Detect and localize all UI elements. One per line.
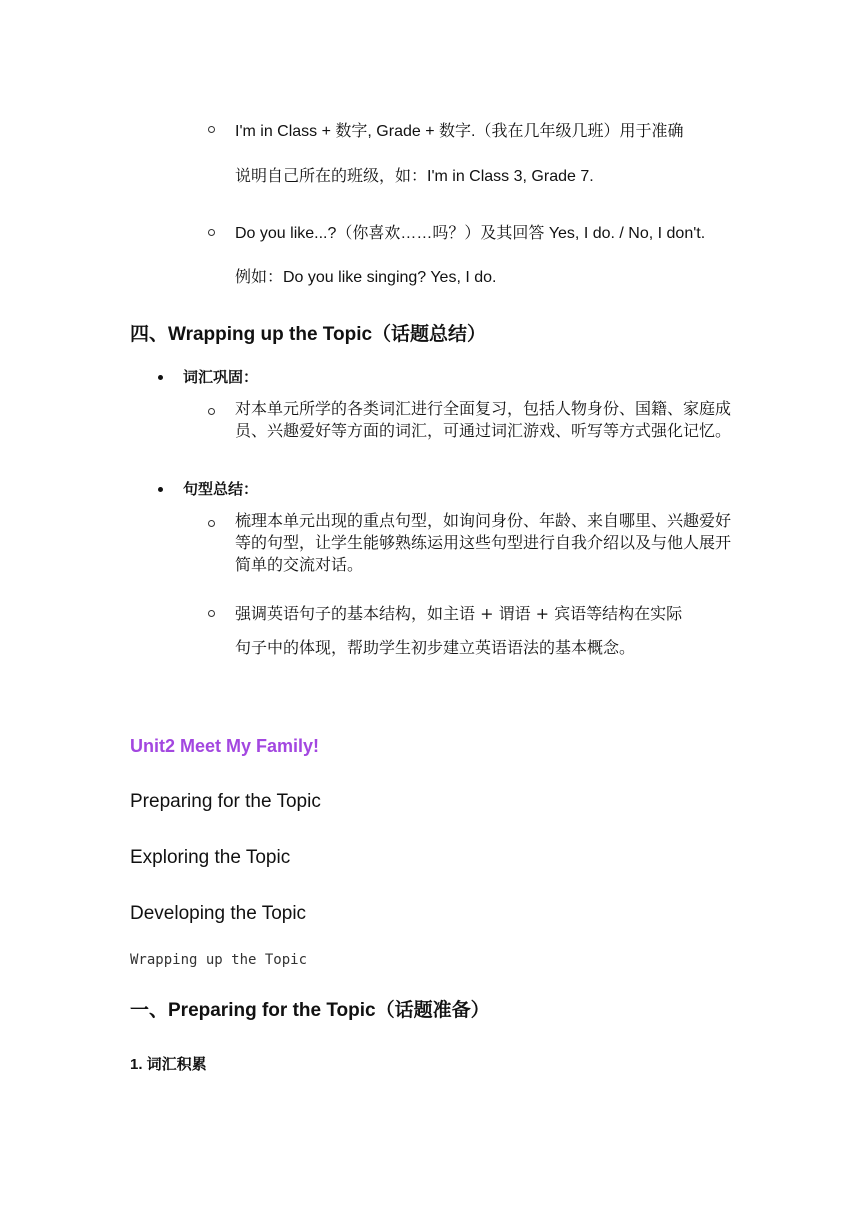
list-item-text: I'm in Class + 数字, Grade + 数字.（我在几年级几班）用于准确 [235, 123, 684, 140]
list-item-text: Do you like...?（你喜欢……吗？）及其回答 Yes, I do. / No, I don't. [235, 225, 706, 242]
sub-bullet-icon [208, 126, 215, 133]
sub-bullet-icon [208, 408, 215, 415]
toc-item: Exploring the Topic [130, 847, 291, 868]
bullet-icon [158, 487, 163, 492]
section-heading: 一、Preparing for the Topic（话题准备） [130, 1000, 490, 1021]
paragraph-line: 句子中的体现，帮助学生初步建立英语语法的基本概念。 [235, 638, 636, 657]
subheading: 1. 词汇积累 [130, 1056, 207, 1073]
sub-bullet-icon [208, 229, 215, 236]
toc-item: Preparing for the Topic [130, 791, 321, 812]
paragraph-line: 强调英语句子的基本结构，如主语 + 谓语 + 宾语等结构在实际 [235, 604, 683, 623]
toc-item: Wrapping up the Topic [130, 952, 308, 968]
bullet-label: 句型总结： [183, 481, 259, 498]
sub-bullet-icon [208, 610, 215, 617]
toc-item: Developing the Topic [130, 903, 307, 924]
bullet-icon [158, 375, 163, 380]
section-heading: 四、Wrapping up the Topic（话题总结） [130, 324, 487, 345]
list-item-text: 例如：Do you like singing? Yes, I do. [235, 269, 497, 286]
unit-title: Unit2 Meet My Family! [130, 736, 320, 756]
paragraph: 梳理本单元出现的重点句型，如询问身份、年龄、来自哪里、兴趣爱好等的句型，让学生能够熟练运用这些句型进行自我介绍以及与他人展开简单的交流对话。 [235, 511, 732, 574]
sub-bullet-icon [208, 520, 215, 527]
bullet-label: 词汇巩固： [183, 369, 259, 386]
paragraph: 对本单元所学的各类词汇进行全面复习，包括人物身份、国籍、家庭成员、兴趣爱好等方面的词汇，可通过词汇游戏、听写等方式强化记忆。 [235, 399, 732, 440]
list-item-text: 说明自己所在的班级，如：I'm in Class 3, Grade 7. [235, 168, 594, 185]
